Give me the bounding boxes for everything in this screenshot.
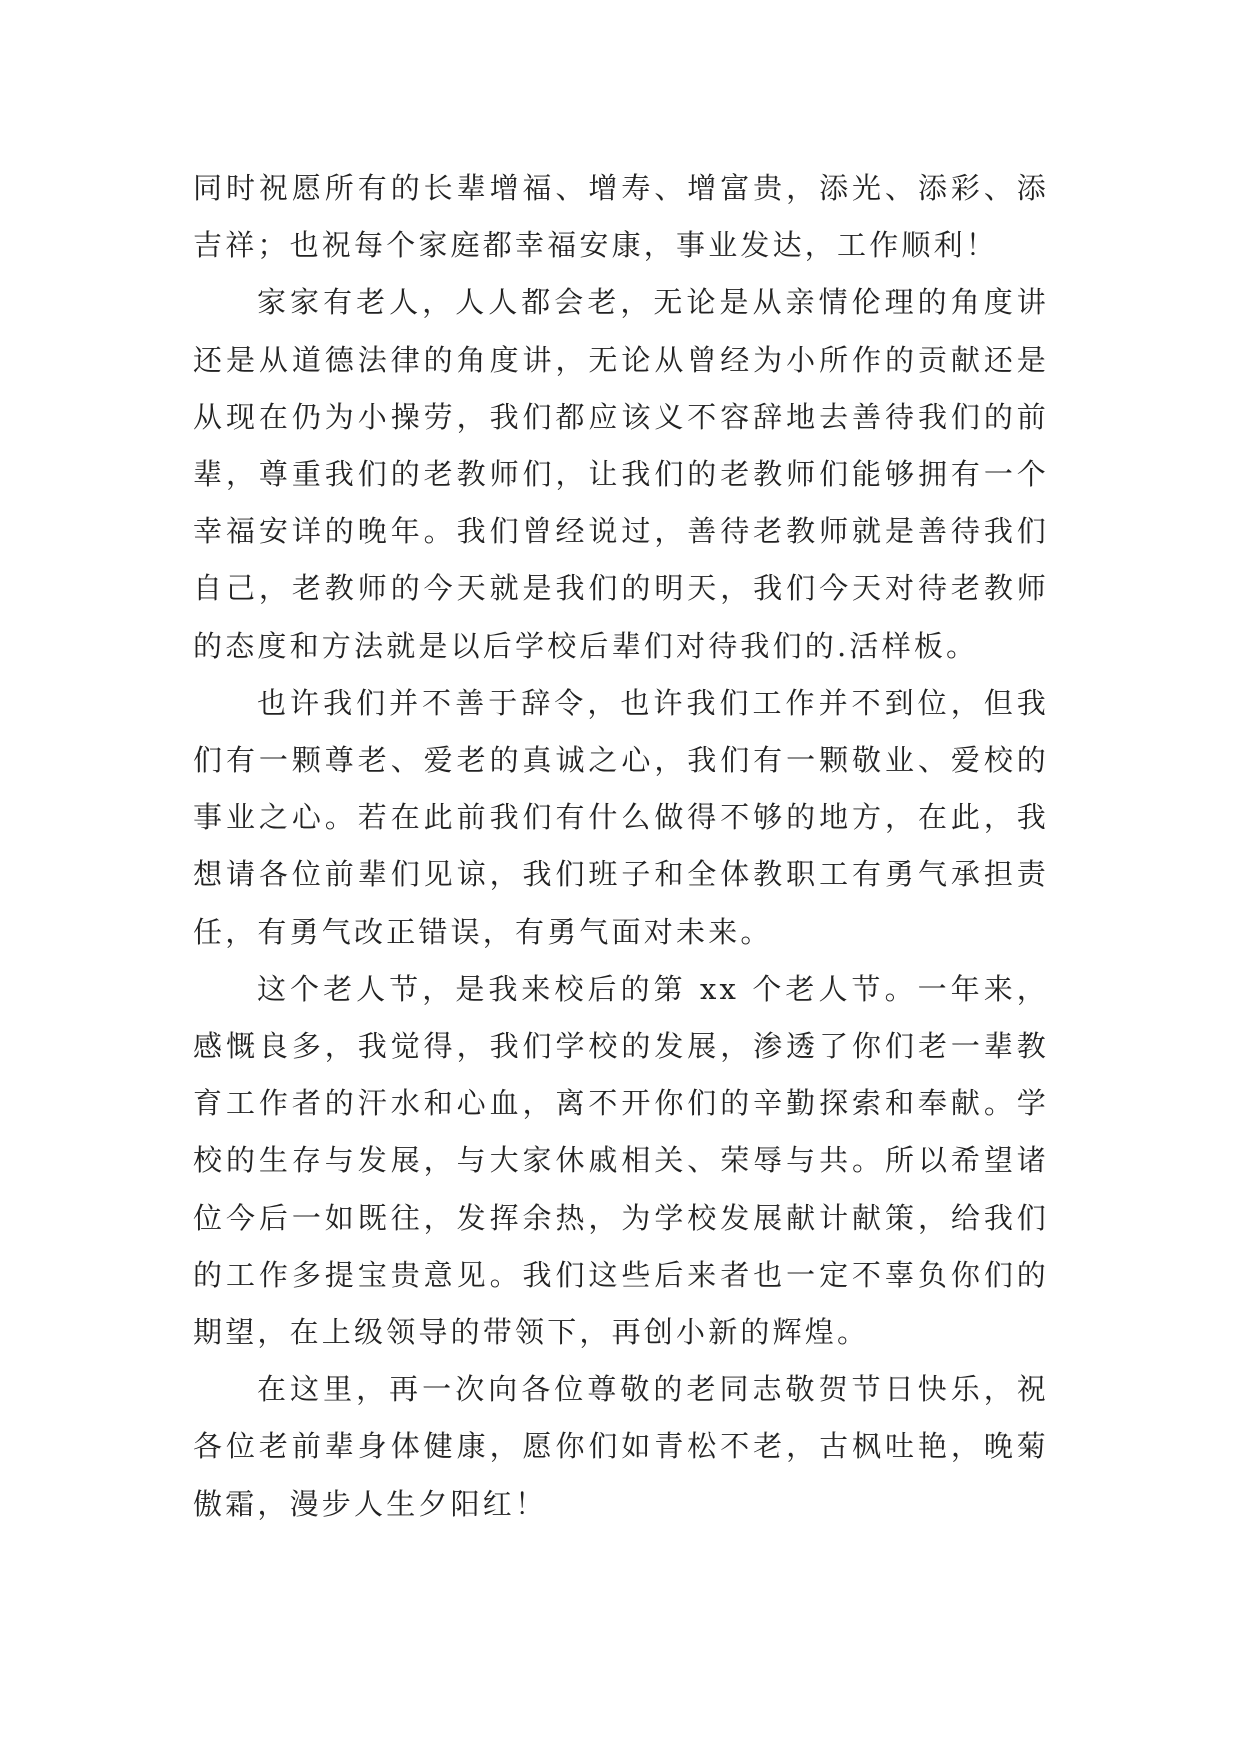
paragraph-elders-care: 家家有老人，人人都会老，无论是从亲情伦理的角度讲还是从道德法律的角度讲，无论从曾经为小所作的贡献还是从现在仍为小操劳，我们都应该义不容辞地去善待我们的前辈，尊重我们的老教师们，让我们的老教师们能够拥有一个幸福安详的晚年。我们曾经说过，善待老教师就是善待我们自己，老教师的今天就是我们的明天，我们今天对待老教师的态度和方法就是以后学校后辈们对待我们的.活样板。: [193, 285, 1049, 663]
paragraph-closing-wishes: 在这里，再一次向各位尊敬的老同志敬贺节日快乐，祝各位老前辈身体健康，愿你们如青松不老，古枫吐艳，晚菊傲霜，漫步人生夕阳红！: [193, 1372, 1049, 1521]
paragraph-continuation: 同时祝愿所有的长辈增福、增寿、增富贵，添光、添彩、添吉祥；也祝每个家庭都幸福安康，事业发达，工作顺利！: [193, 171, 1049, 263]
document-body: [193, 160, 1049, 1533]
paragraph-apology: 也许我们并不善于辞令，也许我们工作并不到位，但我们有一颗尊老、爱老的真诚之心，我们有一颗敬业、爱校的事业之心。若在此前我们有什么做得不够的地方，在此，我想请各位前辈们见谅，我们班子和全体教职工有勇气承担责任，有勇气改正错误，有勇气面对未来。: [193, 685, 1049, 949]
paragraph-school-development: 这个老人节，是我来校后的第 xx 个老人节。一年来，感慨良多，我觉得，我们学校的发展，渗透了你们老一辈教育工作者的汗水和心血，离不开你们的辛勤探索和奉献。学校的生存与发展，与大家休戚相关、荣辱与共。所以希望诸位今后一如既往，发挥余热，为学校发展献计献策，给我们的工作多提宝贵意见。我们这些后来者也一定不辜负你们的期望，在上级领导的带领下，再创小新的辉煌。: [193, 971, 1049, 1350]
